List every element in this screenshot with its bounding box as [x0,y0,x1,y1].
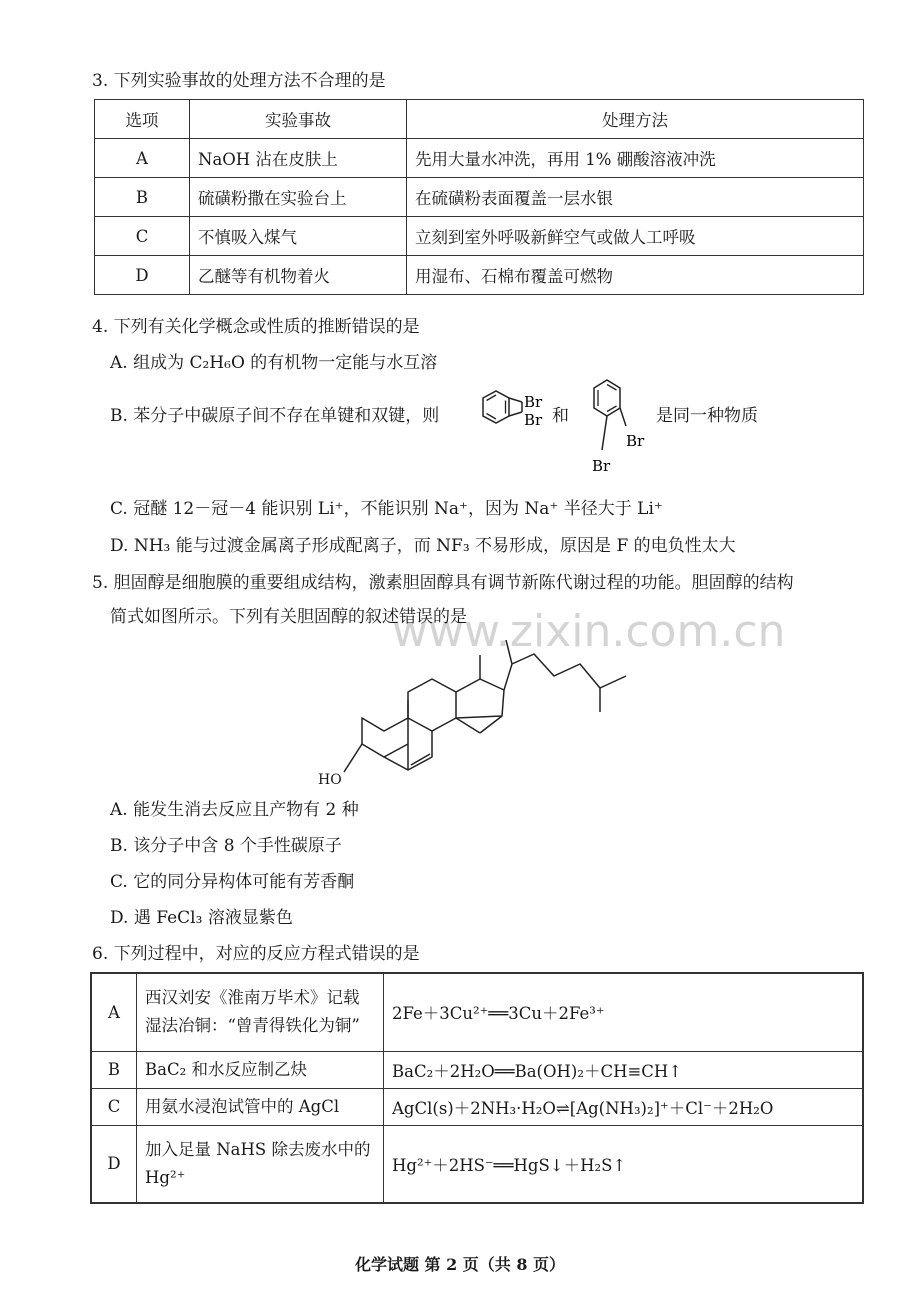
option-letter: B [91,1051,137,1088]
equation-cell: BaC₂＋2H₂O══Ba(OH)₂＋CH≡CH↑ [384,1051,864,1088]
process-cell: 加入足量 NaHS 除去废水中的 Hg²⁺ [137,1125,384,1203]
process-cell: BaC₂ 和水反应制乙炔 [137,1051,384,1088]
method-cell: 立刻到室外呼吸新鲜空气或做人工呼吸 [407,217,864,256]
table-row [91,1088,863,1125]
q4-option-a: A. 组成为 C₂H₆O 的有机物一定能与水互溶 [110,353,438,373]
header-option: 选项 [95,100,190,139]
option-letter: A [95,139,190,178]
process-cell: 用氨水浸泡试管中的 AgCl [137,1088,384,1125]
option-letter: B [95,178,190,217]
equation-cell: AgCl(s)＋2NH₃·H₂O⇌[Ag(NH₃)₂]⁺＋Cl⁻＋2H₂O [384,1088,864,1125]
structure-ortho-dibromobenzene [574,374,654,484]
accident-cell: 硫磺粉撒在实验台上 [190,178,407,217]
q5-option-c: C. 它的同分异构体可能有芳香酮 [110,872,355,892]
br-label: Br [592,457,611,475]
header-accident: 实验事故 [190,100,407,139]
q5-stem-line2: 简式如图所示。下列有关胆固醇的叙述错误的是 [110,607,467,627]
table-row [91,1125,863,1203]
q5-stem-line1: 5. 胆固醇是细胞膜的重要组成结构，激素胆固醇具有调节新陈代谢过程的功能。胆固醇的结构 [92,573,794,593]
q3-table [94,99,864,295]
page-footer: 化学试题 第 2 页（共 8 页） [354,1255,566,1274]
process-cell: 西汉刘安《淮南万毕术》记载湿法冶铜：“曾青得铁化为铜” [137,973,384,1051]
method-cell: 在硫磺粉表面覆盖一层水银 [407,178,864,217]
q4-option-c: C. 冠醚 12－冠－4 能识别 Li⁺，不能识别 Na⁺，因为 Na⁺ 半径大于 Li⁺ [110,499,663,519]
q4-option-d: D. NH₃ 能与过渡金属离子形成配离子，而 NF₃ 不易形成，原因是 F 的电负性太大 [110,536,736,556]
accident-cell: 不慎吸入煤气 [190,217,407,256]
q6-stem: 6. 下列过程中，对应的反应方程式错误的是 [92,944,420,964]
br-label: Br [524,411,543,429]
q3-stem: 3. 下列实验事故的处理方法不合理的是 [92,71,386,91]
option-letter: D [91,1125,137,1203]
option-letter: C [91,1088,137,1125]
table-row [95,256,864,295]
br-label: Br [626,432,645,450]
table-row [91,973,863,1051]
q4-stem: 4. 下列有关化学概念或性质的推断错误的是 [92,317,420,337]
q4-option-b-suffix: 是同一种物质 [656,406,758,426]
table-row [95,139,864,178]
q5-option-a: A. 能发生消去反应且产物有 2 种 [110,800,359,820]
table-row [95,217,864,256]
q4-option-b-prefix: B. 苯分子中碳原子间不存在单键和双键，则 [110,406,440,426]
option-letter: C [95,217,190,256]
method-cell: 用湿布、石棉布覆盖可燃物 [407,256,864,295]
watermark: www.zixin.com.cn [392,606,786,657]
table-header-row [95,100,864,139]
method-cell: 先用大量水冲洗，再用 1% 硼酸溶液冲洗 [407,139,864,178]
accident-cell: NaOH 沾在皮肤上 [190,139,407,178]
q5-option-b: B. 该分子中含 8 个手性碳原子 [110,836,342,856]
header-method: 处理方法 [407,100,864,139]
option-letter: A [91,973,137,1051]
equation-cell: 2Fe＋3Cu²⁺══3Cu＋2Fe³⁺ [384,973,864,1051]
option-letter: D [95,256,190,295]
q6-table [90,972,864,1204]
br-label: Br [524,393,543,411]
q5-option-d: D. 遇 FeCl₃ 溶液显紫色 [110,908,293,928]
table-row [91,1051,863,1088]
q4-and-text: 和 [552,406,569,426]
equation-cell: Hg²⁺＋2HS⁻══HgS↓＋H₂S↑ [384,1125,864,1203]
ho-label: HO [318,772,342,788]
accident-cell: 乙醚等有机物着火 [190,256,407,295]
table-row [95,178,864,217]
